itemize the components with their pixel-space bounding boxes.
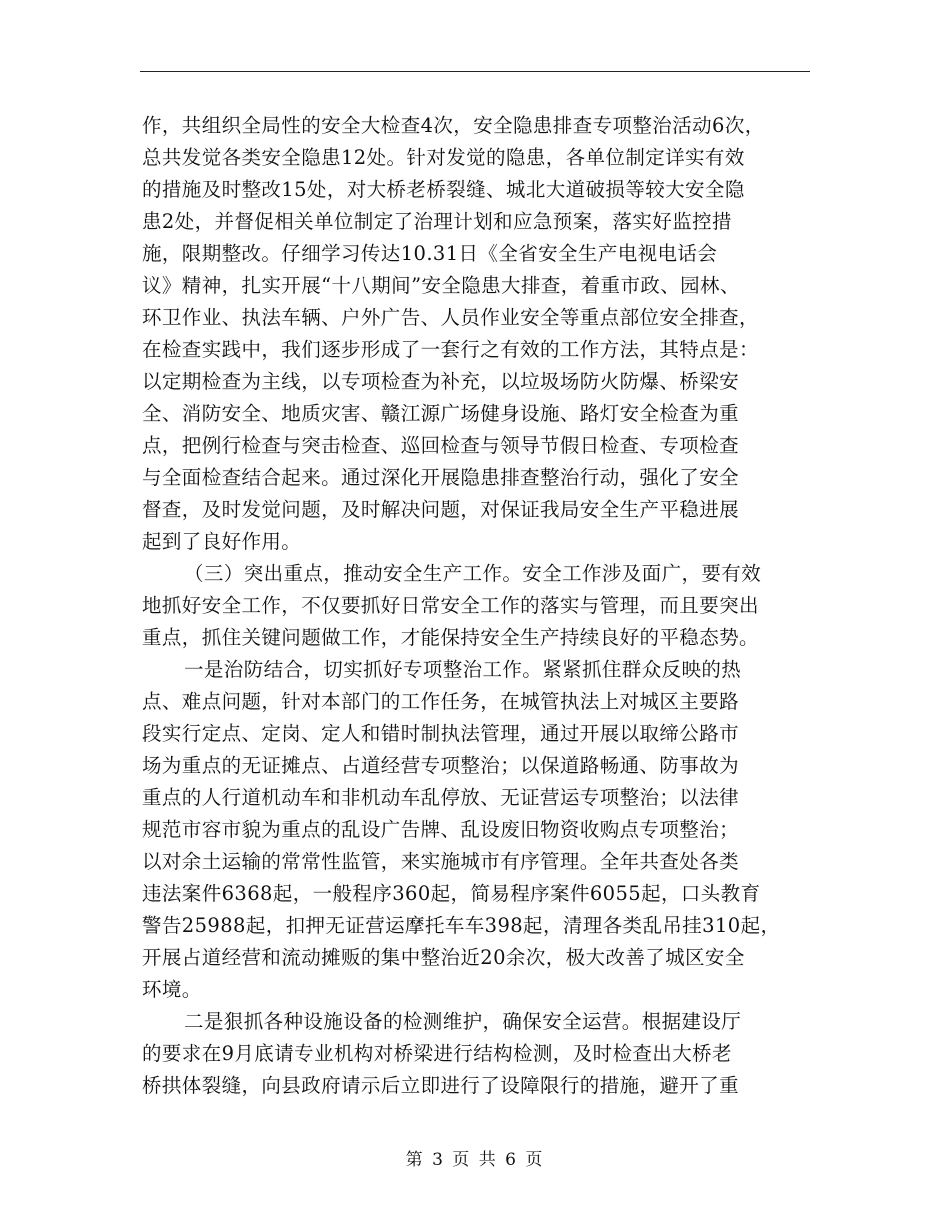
text-line: 的要求在9月底请专业机构对桥梁进行结构检测，及时检查出大桥老 (142, 1042, 732, 1065)
text-line: 施，限期整改。仔细学习传达10.31日《全省安全生产电视电话会 (142, 242, 718, 265)
text-line: 二是狠抓各种设施设备的检测维护，确保安全运营。根据建设厅 (184, 1010, 742, 1033)
header-rule (140, 71, 810, 72)
text-line: 议》精神，扎实开展“十八期间”安全隐患大排查，着重市政、园林、 (142, 274, 740, 297)
text-line: 桥拱体裂缝，向县政府请示后立即进行了设障限行的措施，避开了重 (142, 1074, 740, 1097)
text-line: 地抓好安全工作，不仅要抓好日常安全工作的落实与管理，而且要突出 (142, 594, 759, 617)
text-line: 患2处，并督促相关单位制定了治理计划和应急预案，落实好监控措 (142, 210, 732, 233)
text-line: 场为重点的无证摊点、占道经营专项整治；以保道路畅通、防事故为 (142, 754, 740, 777)
text-line: 督查，及时发觉问题，及时解决问题，对保证我局安全生产平稳进展 (142, 498, 740, 521)
text-line: 在检查实践中，我们逐步形成了一套行之有效的工作方法，其特点是： (142, 338, 759, 361)
text-line: 开展占道经营和流动摊贩的集中整治近20余次，极大改善了城区安全 (142, 946, 745, 969)
text-line: 起到了良好作用。 (142, 530, 302, 553)
text-line: 重点，抓住关键问题做工作，才能保持安全生产持续良好的平稳态势。 (142, 626, 759, 649)
text-line: 重点的人行道机动车和非机动车乱停放、无证营运专项整治；以法律 (142, 786, 740, 809)
text-line: 总共发觉各类安全隐患12处。针对发觉的隐患，各单位制定详实有效 (142, 146, 745, 169)
text-line: 点、难点问题，针对本部门的工作任务，在城管执法上对城区主要路 (142, 690, 740, 713)
text-line: 违法案件6368起，一般程序360起，简易程序案件6055起，口头教育 (142, 882, 761, 905)
text-line: 环卫作业、执法车辆、户外广告、人员作业安全等重点部位安全排查， (142, 306, 759, 329)
text-line: 以定期检查为主线，以专项检查为补充，以垃圾场防火防爆、桥梁安 (142, 370, 740, 393)
text-line: 环境。 (142, 978, 202, 1001)
text-line: 点，把例行检查与突击检查、巡回检查与领导节假日检查、专项检查 (142, 434, 740, 457)
text-line: 以对余土运输的常常性监管，来实施城市有序管理。全年共查处各类 (142, 850, 740, 873)
text-line: 作，共组织全局性的安全大检查4次，安全隐患排查专项整治活动6次， (142, 114, 765, 137)
text-line: 的措施及时整改15处，对大桥老桥裂缝、城北大道破损等较大安全隐 (142, 178, 745, 201)
text-line: 全、消防安全、地质灾害、赣江源广场健身设施、路灯安全检查为重 (142, 402, 740, 425)
text-line: 一是治防结合，切实抓好专项整治工作。紧紧抓住群众反映的热 (184, 658, 742, 681)
text-line: 与全面检查结合起来。通过深化开展隐患排查整治行动，强化了安全 (142, 466, 740, 489)
text-line: （三）突出重点，推动安全生产工作。安全工作涉及面广，要有效 (184, 562, 762, 585)
document-body (142, 110, 822, 1102)
page-number-footer: 第 3 页 共 6 页 (405, 1150, 545, 1170)
text-line: 段实行定点、定岗、定人和错时制执法管理，通过开展以取缔公路市 (142, 722, 740, 745)
text-line: 规范市容市貌为重点的乱设广告牌、乱设废旧物资收购点专项整治； (142, 818, 740, 841)
text-line: 警告25988起，扣押无证营运摩托车车398起，清理各类乱吊挂310起， (142, 914, 781, 937)
